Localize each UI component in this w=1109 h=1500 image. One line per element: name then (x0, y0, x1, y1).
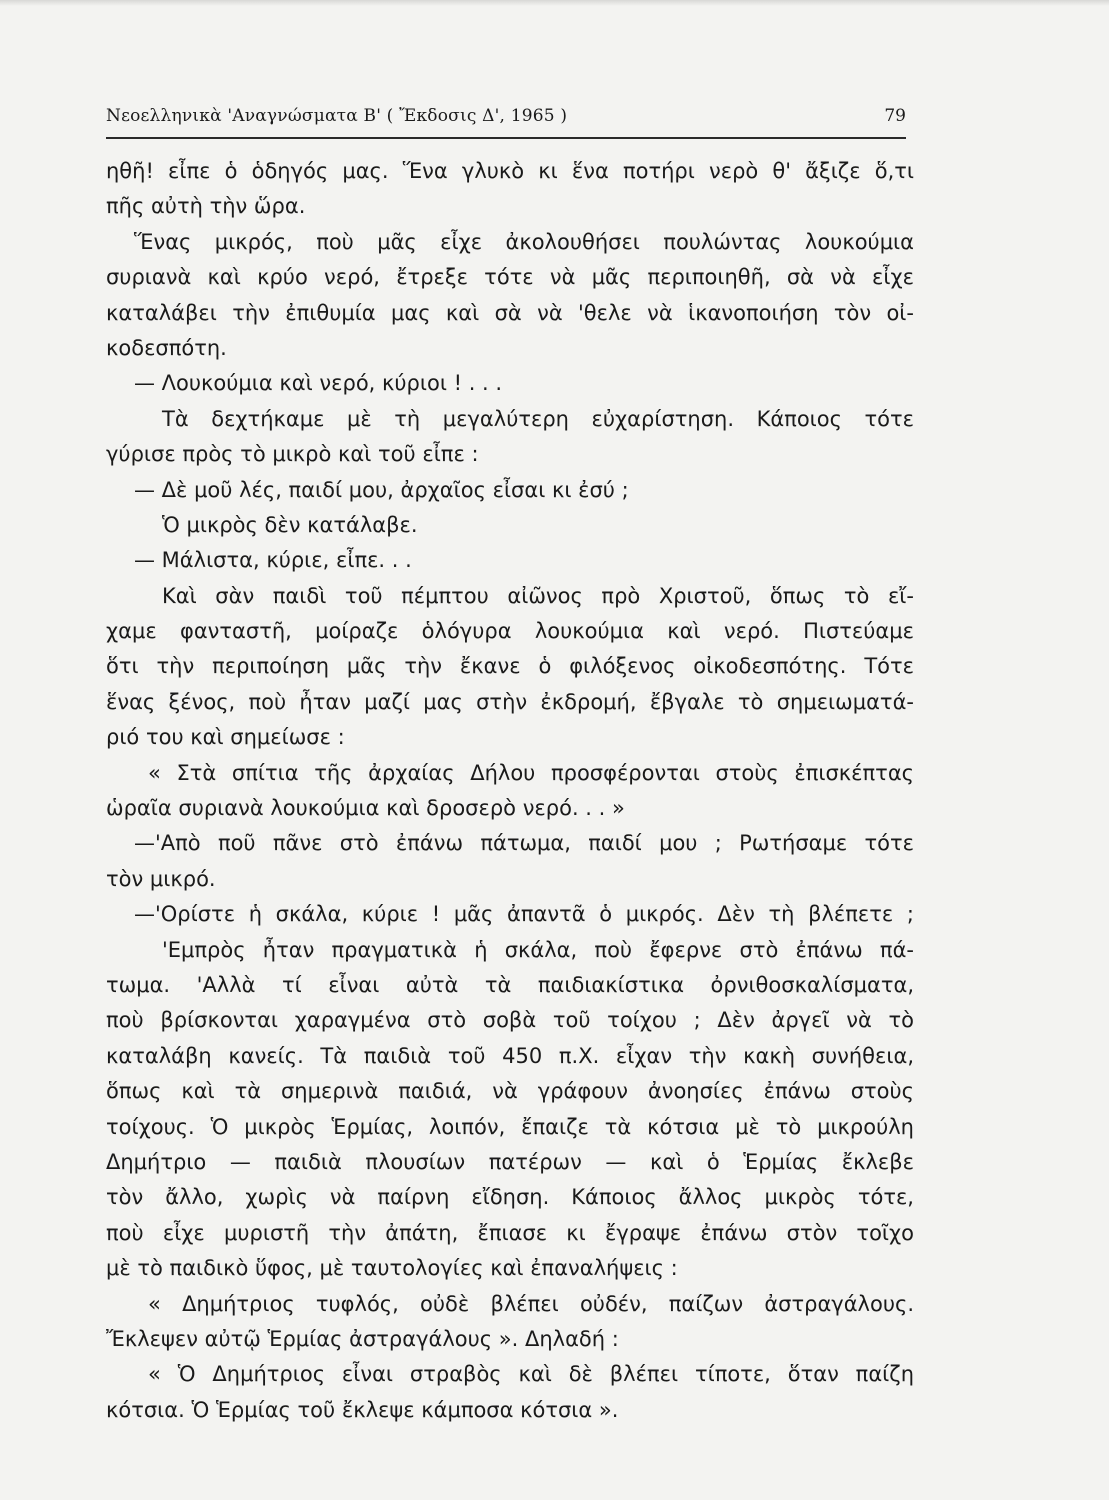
page-number: 79 (884, 106, 906, 126)
text-line: πῆς αὐτὴ τὴν ὥρα. (106, 194, 306, 219)
text-line: ὅτι τὴν περιποίηση μᾶς τὴν ἔκανε ὁ φιλόξενος οἰκοδεσπότης. Τότε (106, 654, 914, 679)
body-text (106, 154, 914, 1428)
text-line: — Λουκούμια καὶ νερό, κύριοι ! . . . (134, 371, 503, 396)
text-line: « Δημήτριος τυφλός, οὐδὲ βλέπει οὐδέν, παίζων ἀστραγάλους. (148, 1291, 914, 1316)
text-line: —'Ορίστε ἡ σκάλα, κύριε ! μᾶς ἀπαντᾶ ὁ μικρός. Δὲν τὴ βλέπετε ; (134, 902, 914, 927)
text-line: Τὰ δεχτήκαμε μὲ τὴ μεγαλύτερη εὐχαρίστηση. Κάποιος τότε (162, 406, 914, 431)
text-line: κότσια. Ὁ Ἑρμίας τοῦ ἔκλεψε κάμποσα κότσια ». (106, 1397, 619, 1422)
text-line: 'Εμπρὸς ἦταν πραγματικὰ ἡ σκάλα, ποὺ ἔφερνε στὸ ἐπάνω πά- (162, 937, 914, 962)
text-line: — Μάλιστα, κύριε, εἶπε. . . (134, 548, 412, 573)
page-edge-shadow (0, 0, 1109, 6)
text-line: « Στὰ σπίτια τῆς ἀρχαίας Δήλου προσφέρονται στοὺς ἐπισκέπτας (148, 760, 914, 785)
text-line: τοίχους. Ὁ μικρὸς Ἑρμίας, λοιπόν, ἔπαιζε τὰ κότσια μὲ τὸ μικρούλη (106, 1114, 914, 1139)
text-line: τὸν μικρό. (106, 866, 216, 891)
text-line: Δημήτριο — παιδιὰ πλουσίων πατέρων — καὶ ὁ Ἑρμίας ἔκλεβε (106, 1149, 914, 1174)
running-header (106, 98, 906, 138)
text-line: ὡραῖα συριανὰ λουκούμια καὶ δροσερὸ νερό. . . » (106, 796, 625, 821)
header-title: Νεοελληνικὰ 'Αναγνώσματα Β' ( Ἔκδοσις Δ', 1965 ) (106, 106, 568, 126)
text-line: ηθῆ! εἶπε ὁ ὁδηγός μας. Ἕνα γλυκὸ κι ἕνα ποτήρι νερὸ θ' ἄξιζε ὅ,τι (106, 159, 914, 183)
text-line: — Δὲ μοῦ λές, παιδί μου, ἀρχαῖος εἶσαι κι ἐσύ ; (134, 477, 629, 502)
text-line: ριό του καὶ σημείωσε : (106, 725, 345, 750)
text-line: ἕνας ξένος, ποὺ ἦταν μαζί μας στὴν ἐκδρομή, ἔβγαλε τὸ σημειωματά- (106, 689, 914, 714)
text-line: μὲ τὸ παιδικὸ ὕφος, μὲ ταυτολογίες καὶ ἐπαναλήψεις : (106, 1256, 678, 1281)
text-line: « Ὁ Δημήτριος εἶναι στραβὸς καὶ δὲ βλέπει τίποτε, ὅταν παίζη (148, 1362, 914, 1387)
text-line: Ἔκλεψεν αὐτῷ Ἑρμίας ἀστραγάλους ». Δηλαδή : (106, 1326, 619, 1351)
text-line: τὸν ἄλλο, χωρὶς νὰ παίρνη εἴδηση. Κάποιος ἄλλος μικρὸς τότε, (106, 1185, 914, 1210)
text-line: κοδεσπότη. (106, 335, 227, 360)
header-rule (106, 137, 906, 139)
text-line: χαμε φανταστῆ, μοίραζε ὁλόγυρα λουκούμια καὶ νερό. Πιστεύαμε (106, 619, 914, 644)
text-line: ποὺ βρίσκονται χαραγμένα στὸ σοβὰ τοῦ τοίχου ; Δὲν ἀργεῖ νὰ τὸ (106, 1008, 914, 1033)
text-line: ὅπως καὶ τὰ σημερινὰ παιδιά, νὰ γράφουν ἀνοησίες ἐπάνω στοὺς (106, 1079, 914, 1104)
text-line: Καὶ σὰν παιδὶ τοῦ πέμπτου αἰῶνος πρὸ Χριστοῦ, ὅπως τὸ εἴ- (162, 583, 914, 608)
text-line: καταλάβει τὴν ἐπιθυμία μας καὶ σὰ νὰ 'θελε νὰ ἱκανοποιήση τὸν οἰ- (106, 300, 914, 325)
text-line: Ἕνας μικρός, ποὺ μᾶς εἶχε ἀκολουθήσει πουλώντας λουκούμια (134, 229, 914, 254)
text-line: τωμα. 'Αλλὰ τί εἶναι αὐτὰ τὰ παιδιακίστικα ὀρνιθοσκαλίσματα, (106, 972, 914, 997)
text-line: γύρισε πρὸς τὸ μικρὸ καὶ τοῦ εἶπε : (106, 442, 479, 467)
text-line: Ὁ μικρὸς δὲν κατάλαβε. (162, 512, 418, 537)
text-line: καταλάβη κανείς. Τὰ παιδιὰ τοῦ 450 π.Χ. εἶχαν τὴν κακὴ συνήθεια, (106, 1043, 914, 1068)
text-line: ποὺ εἶχε μυριστῆ τὴν ἀπάτη, ἔπιασε κι ἔγραψε ἐπάνω στὸν τοῖχο (106, 1220, 914, 1245)
text-line: —'Απὸ ποῦ πᾶνε στὸ ἐπάνω πάτωμα, παιδί μου ; Ρωτήσαμε τότε (134, 831, 914, 856)
text-line: συριανὰ καὶ κρύο νερό, ἔτρεξε τότε νὰ μᾶς περιποιηθῆ, σὰ νὰ εἶχε (106, 265, 914, 290)
